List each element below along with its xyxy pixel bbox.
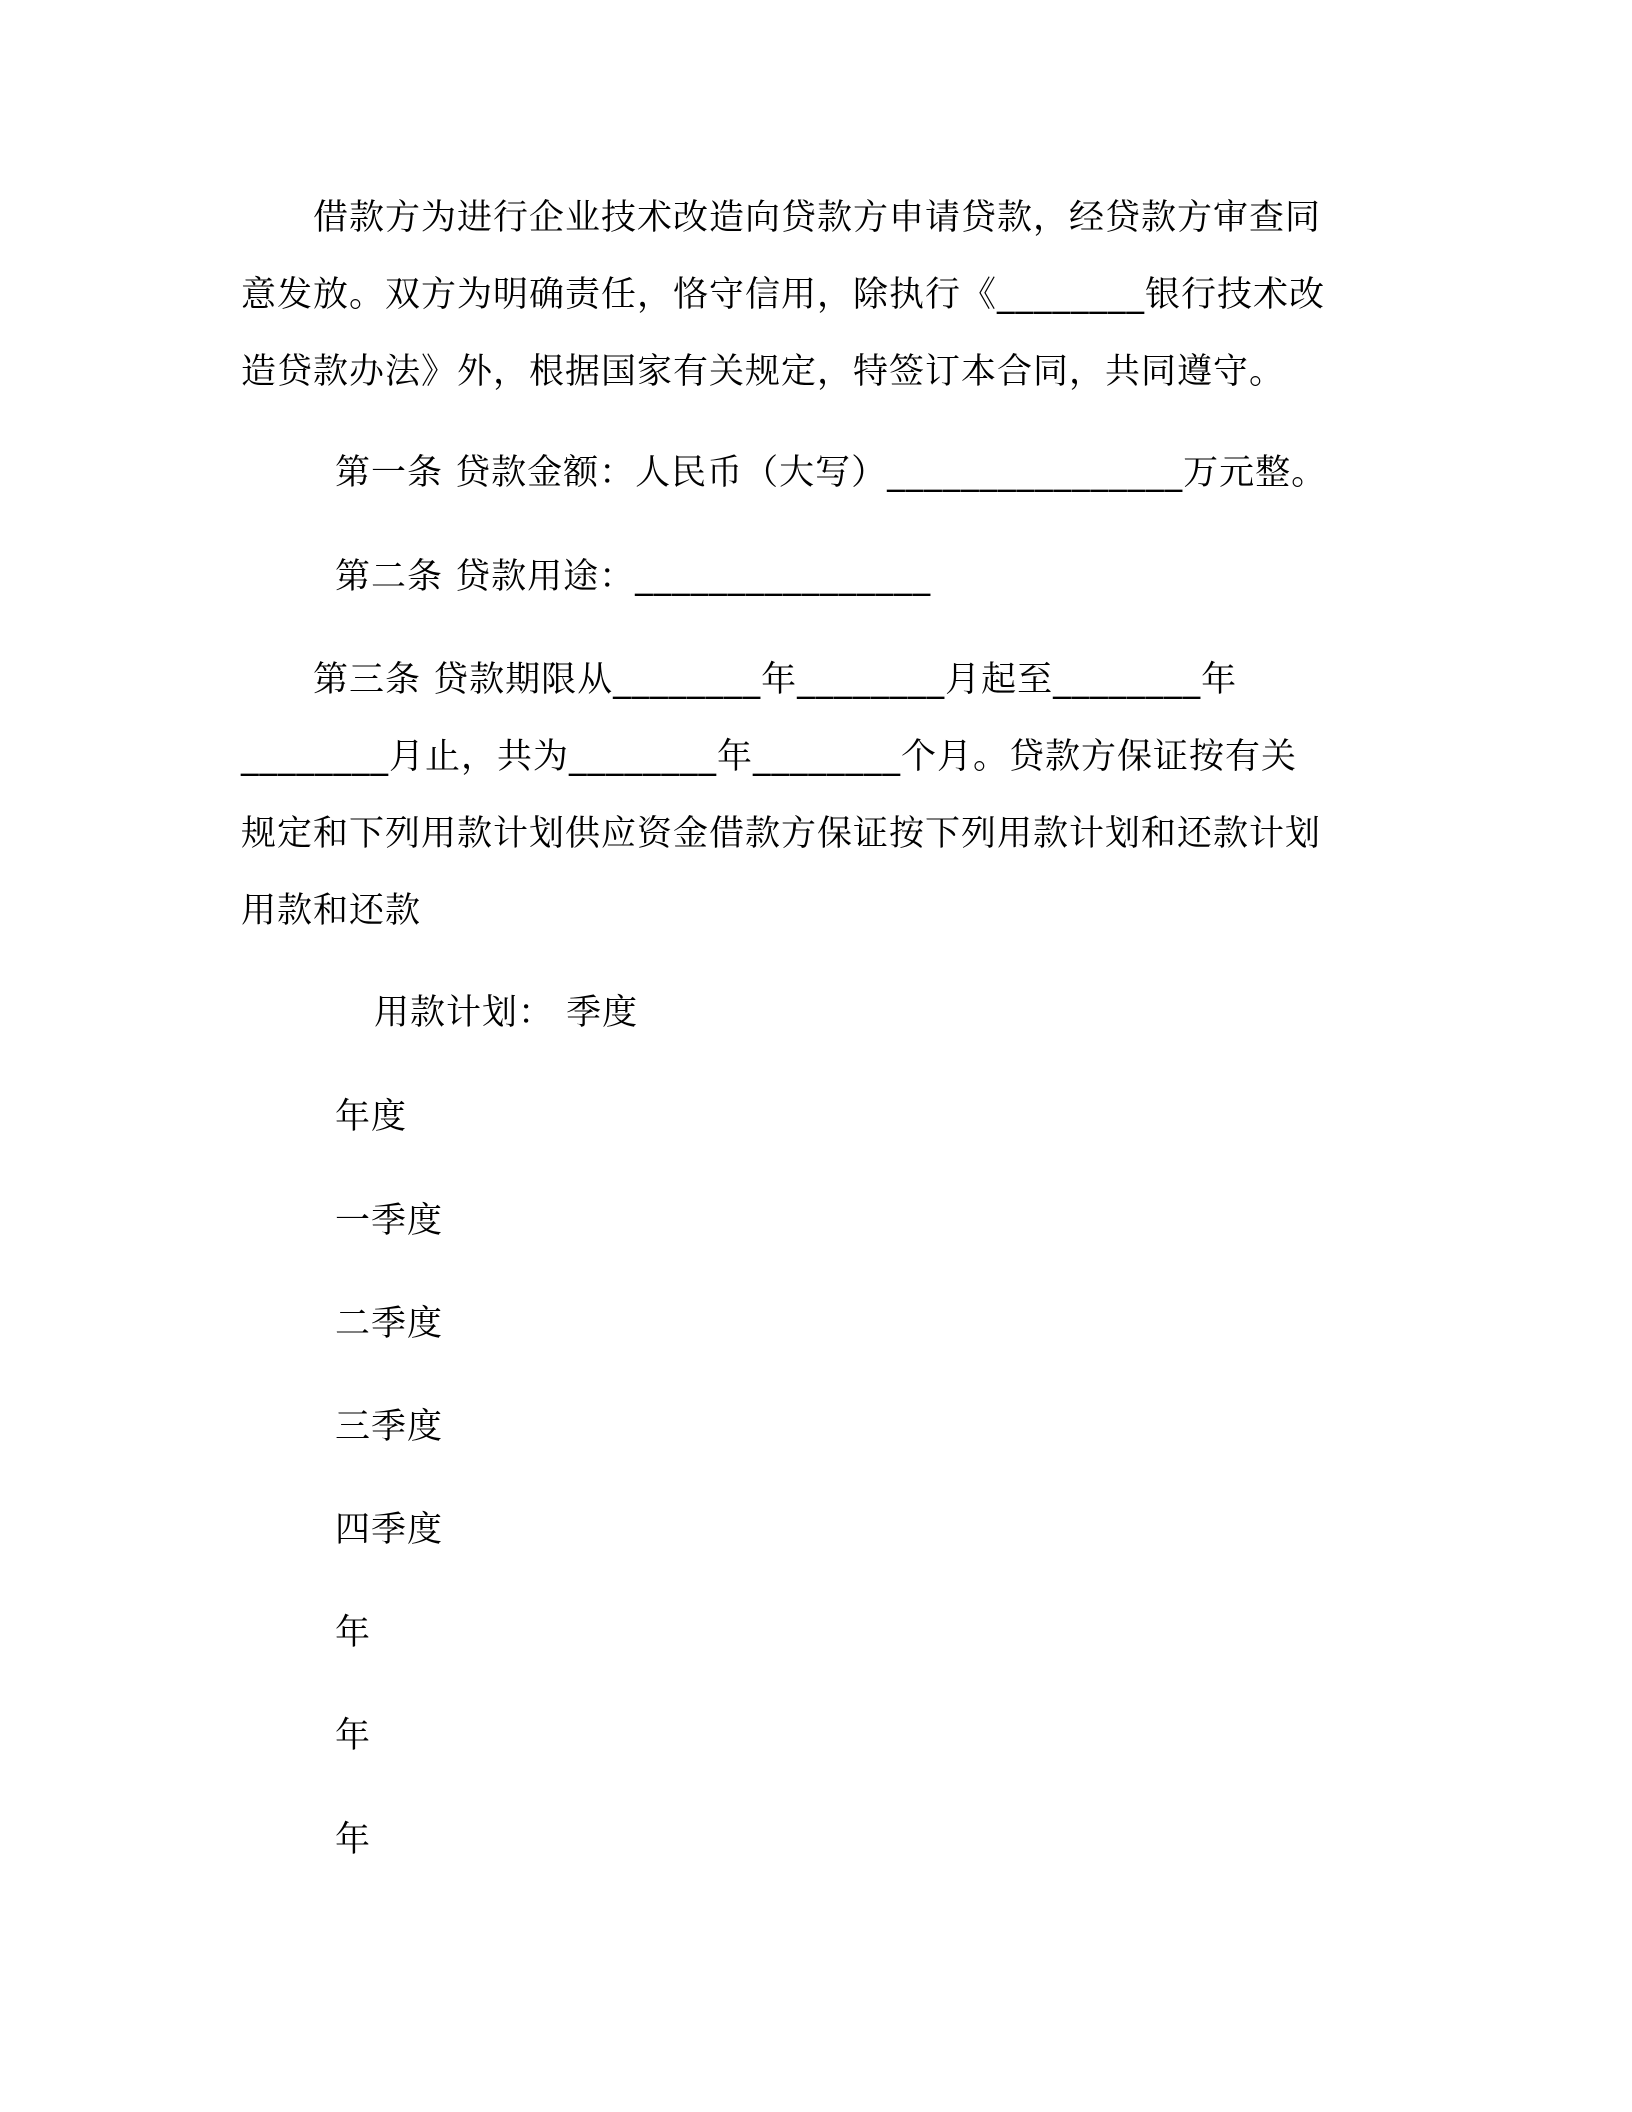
plan-item-q4: 四季度 xyxy=(335,1510,444,1550)
plan-item-q1: 一季度 xyxy=(335,1201,444,1241)
article-2: 第二条 贷款用途：________________ xyxy=(335,557,932,597)
article-3-line-2: ________月止，共为________年________个月。贷款方保证按有关 xyxy=(241,737,1298,777)
article-3-line-1: 第三条 贷款期限从________年________月起至________年 xyxy=(241,660,1238,700)
plan-item-year-a: 年 xyxy=(335,1613,372,1653)
article-3-paragraph xyxy=(241,642,1381,950)
intro-line-1: 借款方为进行企业技术改造向贷款方申请贷款，经贷款方审查同 xyxy=(241,198,1322,238)
plan-item-year: 年度 xyxy=(335,1097,408,1137)
article-3-line-3: 规定和下列用款计划供应资金借款方保证按下列用款计划和还款计划 xyxy=(241,814,1322,854)
plan-item-q3: 三季度 xyxy=(335,1407,444,1447)
intro-line-2: 意发放。双方为明确责任，恪守信用，除执行《________银行技术改 xyxy=(241,275,1326,315)
article-3-line-4: 用款和还款 xyxy=(241,891,422,931)
article-1: 第一条 贷款金额：人民币（大写）________________万元整。 xyxy=(335,453,1328,493)
plan-item-year-c: 年 xyxy=(335,1820,372,1860)
plan-item-q2: 二季度 xyxy=(335,1304,444,1344)
plan-title: 用款计划： 季度 xyxy=(374,993,639,1033)
intro-line-3: 造贷款办法》外，根据国家有关规定，特签订本合同，共同遵守。 xyxy=(241,352,1286,392)
intro-paragraph xyxy=(241,180,1381,411)
plan-item-year-b: 年 xyxy=(335,1716,372,1756)
